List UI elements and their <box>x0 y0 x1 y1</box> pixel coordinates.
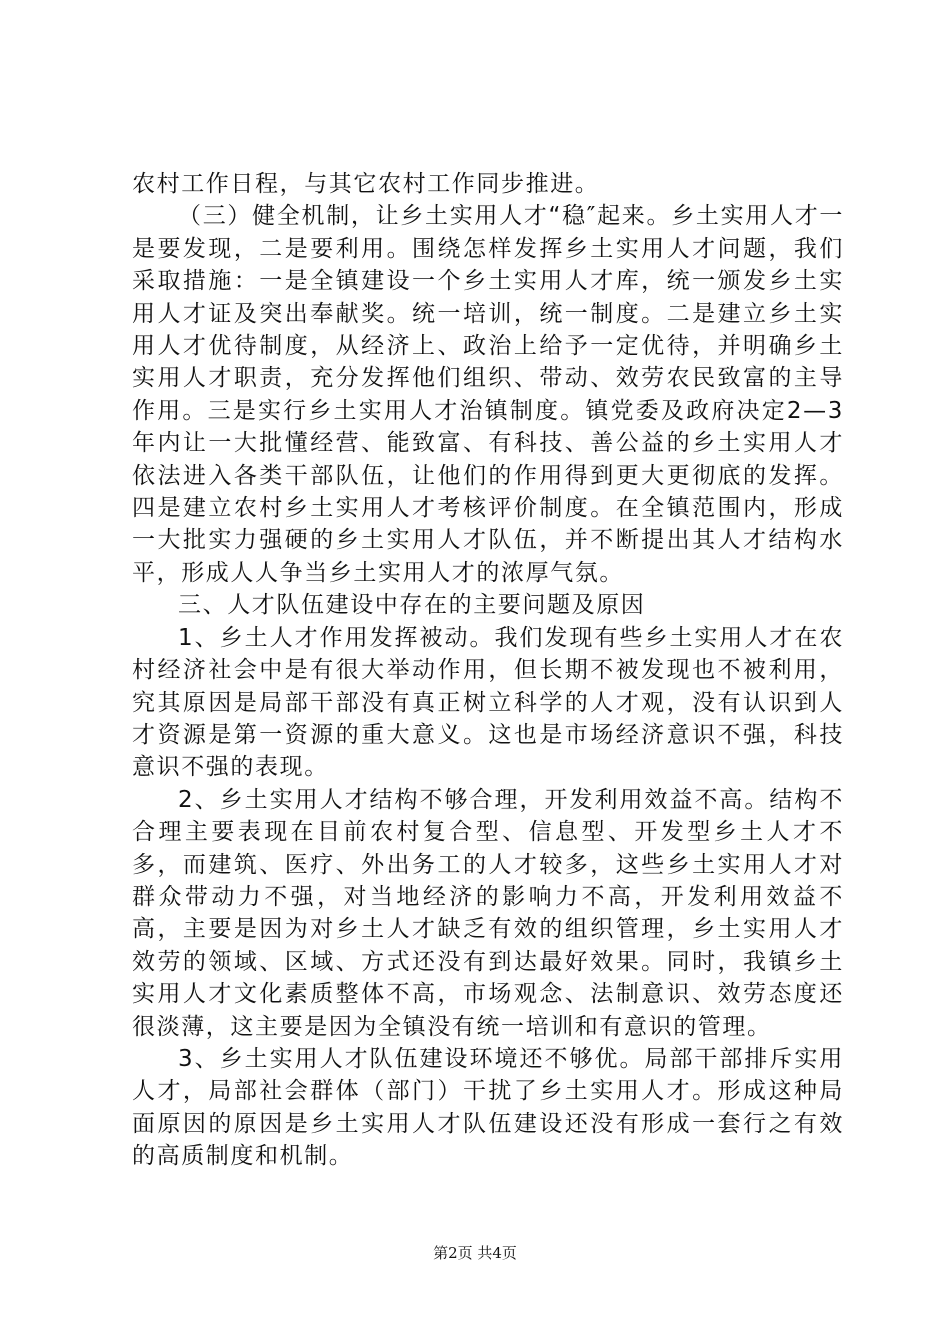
page-footer: 第2页 共4页 <box>433 1244 517 1262</box>
paragraph-continuation: 农村工作日程，与其它农村工作同步推进。 <box>132 171 600 197</box>
paragraph-mechanism: （三）健全机制，让乡土实用人才“稳″起来。乡土实用人才一是要发现，二是要利用。围绕怎样发挥乡土实用人才问题，我们采取措施：一是全镇建设一个乡土实用人才库，统一颁发乡土实用人才证及突出奉献奖。统一培训，统一制度。二是建立乡土实用人才优待制度，从经济上、政治上给予一定优待，并明确乡土实用人才职责，充分发挥他们组织、带动、效劳农民致富的主导作用。三是实行乡土实用人才治镇制度。镇党委及政府决定2—3年内让一大批懂经营、能致富、有科技、善公益的乡土实用人才依法进入各类干部队伍，让他们的作用得到更大更彻底的发挥。四是建立农村乡土实用人才考核评价制度。在全镇范围内，形成一大批实力强硬的乡土实用人才队伍，并不断提出其人才结构水平，形成人人争当乡土实用人才的浓厚气氛。 <box>132 203 844 586</box>
section-heading: 三、人才队伍建设中存在的主要问题及原因 <box>178 592 646 619</box>
paragraph-issue-1: 1、乡土人才作用发挥被动。我们发现有些乡土实用人才在农村经济社会中是有很大举动作用，但长期不被发现也不被利用，究其原因是局部干部没有真正树立科学的人才观，没有认识到人才资源是第一资源的重大意义。这也是市场经济意识不强，科技意识不强的表现。 <box>132 624 844 781</box>
paragraph-issue-3: 3、乡土实用人才队伍建设环境还不够优。局部干部排斥实用人才，局部社会群体（部门）干扰了乡土实用人才。形成这种局面原因的原因是乡土实用人才队伍建设还没有形成一套行之有效的高质制度和机制。 <box>132 1045 844 1170</box>
document-body <box>132 168 844 1173</box>
paragraph-issue-2: 2、乡土实用人才结构不够合理，开发利用效益不高。结构不合理主要表现在目前农村复合型、信息型、开发型乡土人才不多，而建筑、医疗、外出务工的人才较多，这些乡土实用人才对群众带动力不强，对当地经济的影响力不高，开发利用效益不高，主要是因为对乡土人才缺乏有效的组织管理，乡土实用人才效劳的领域、区域、方式还没有到达最好效果。同时，我镇乡土实用人才文化素质整体不高，市场观念、法制意识、效劳态度还很淡薄，这主要是因为全镇没有统一培训和有意识的管理。 <box>132 786 844 1040</box>
